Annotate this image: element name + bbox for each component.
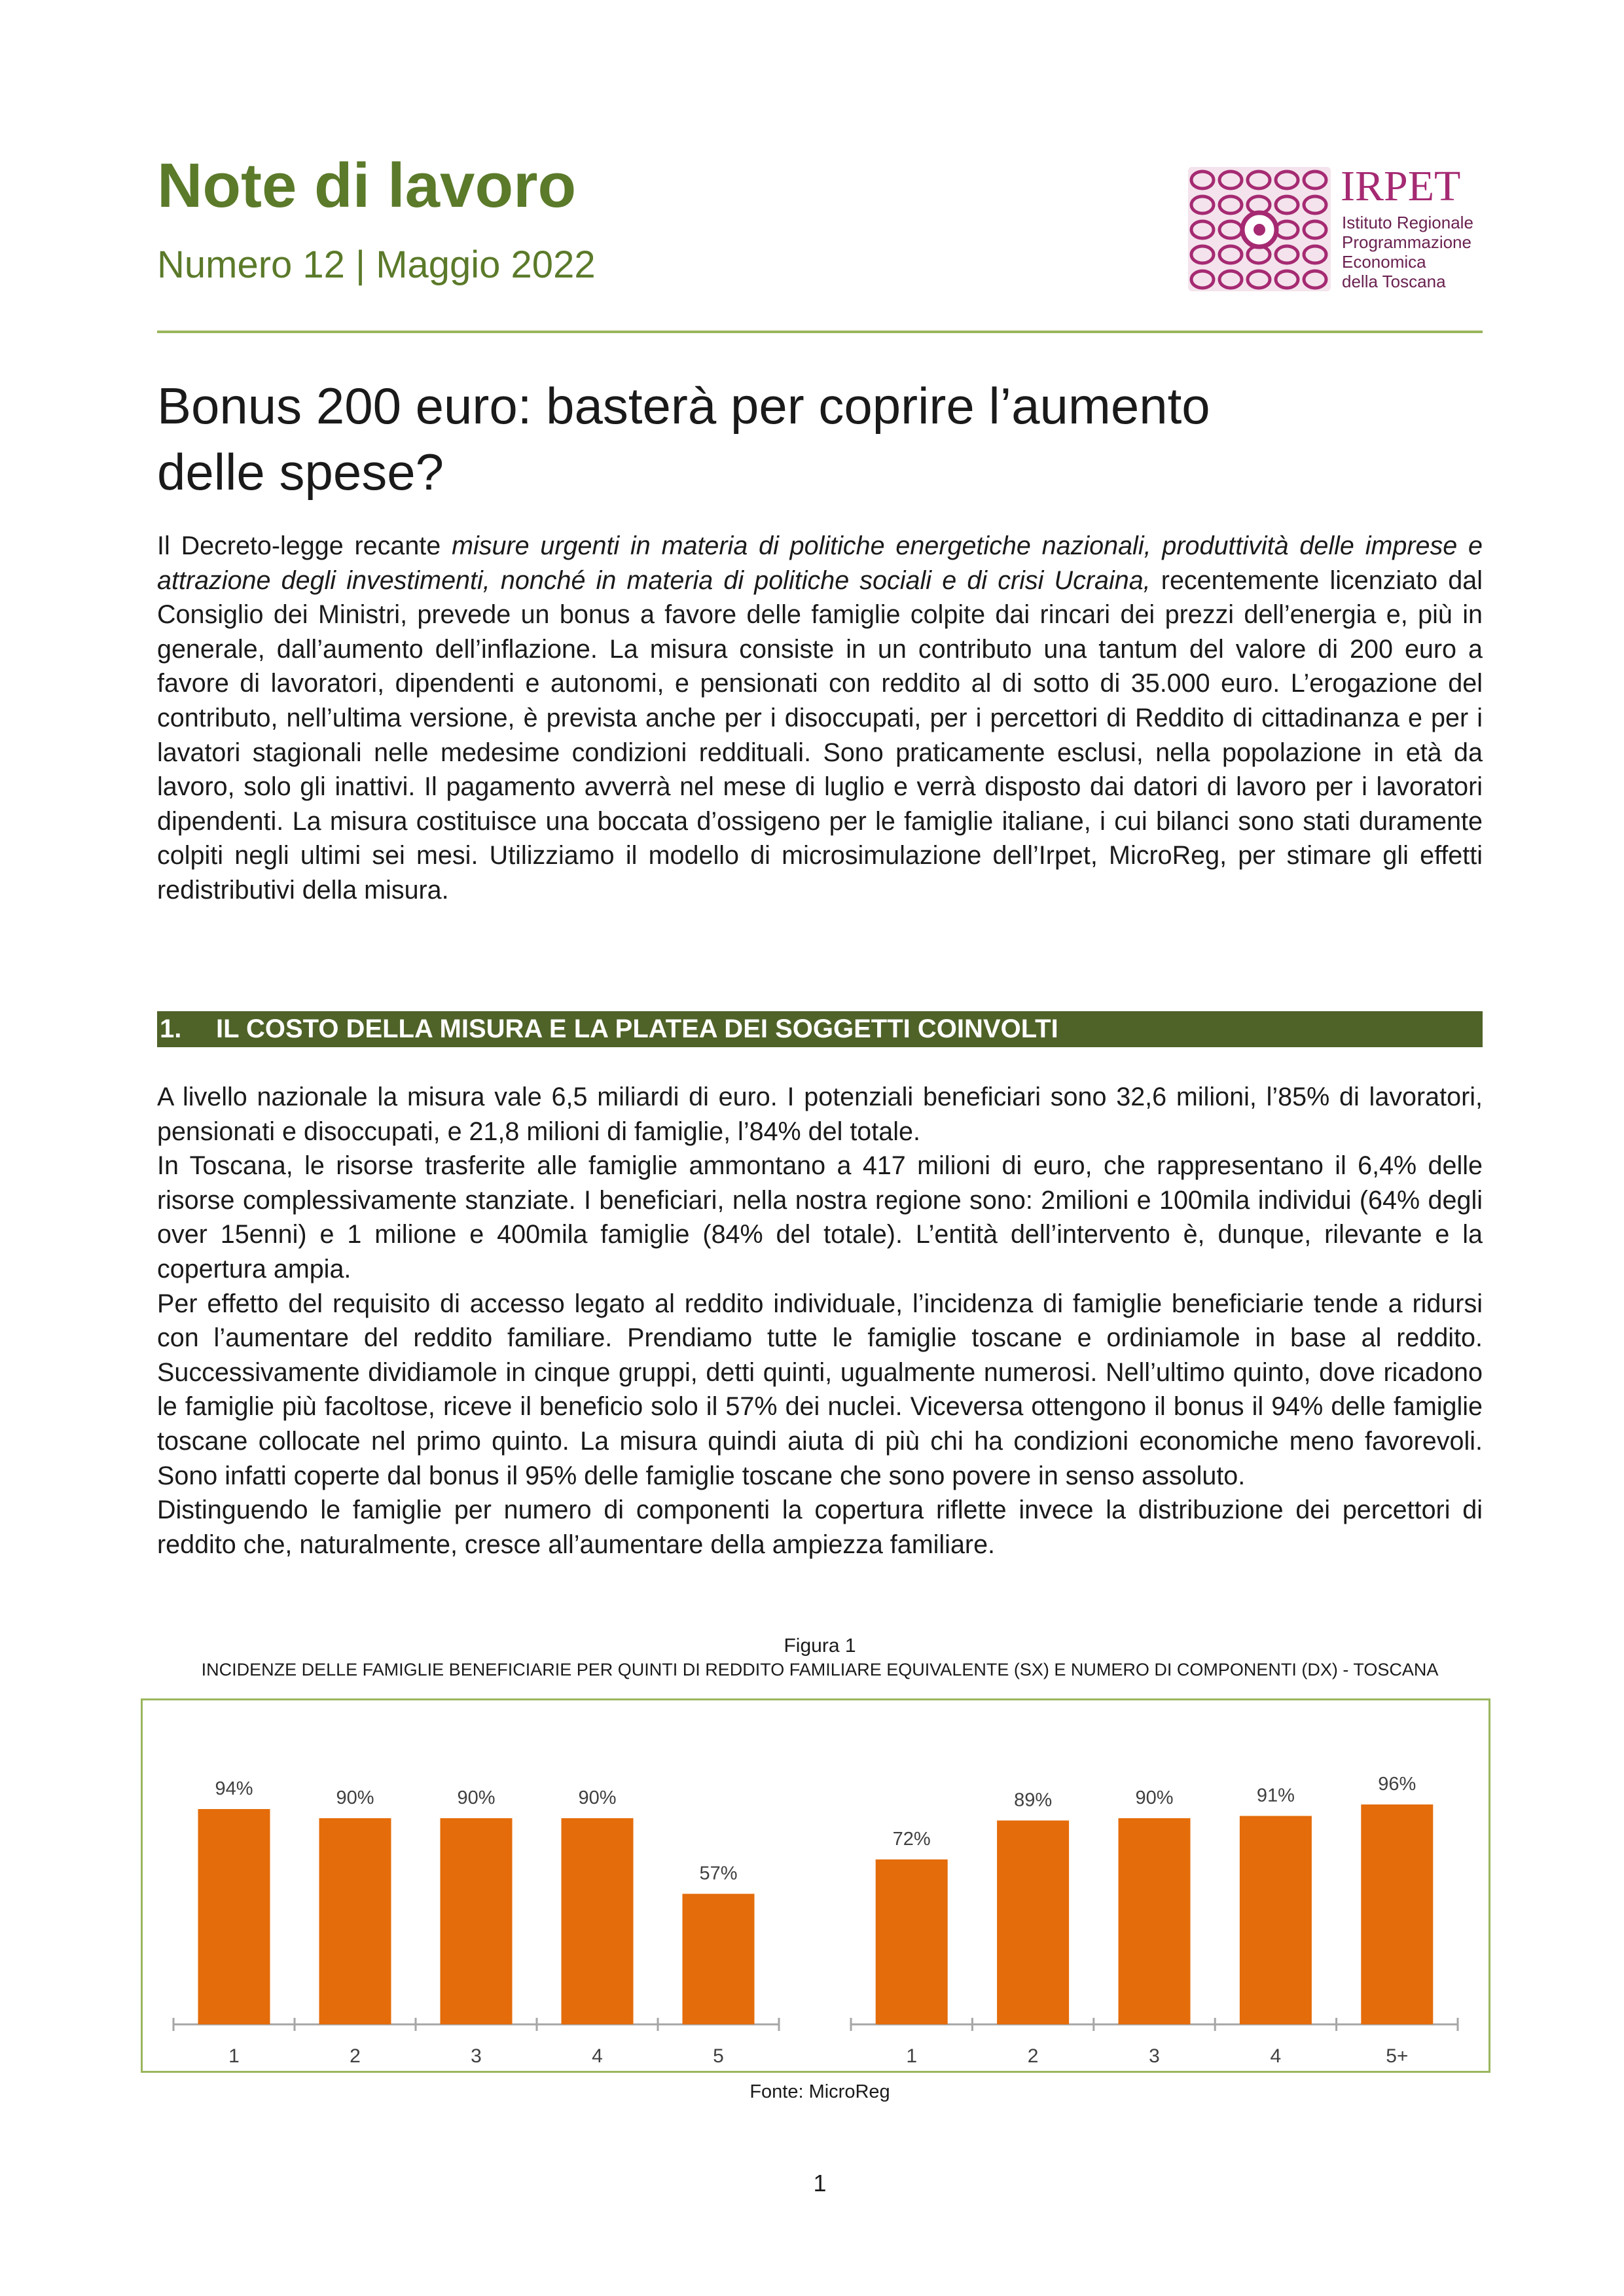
chart-bar	[562, 1818, 634, 2024]
body-paragraph: A livello nazionale la misura vale 6,5 miliardi di euro. I potenziali beneficiari sono 32,6 milioni, l’85% di lavoratori, pensionati e disoccupati, e 21,8 milioni di famiglie, l’84% del totale.	[157, 1083, 1483, 1146]
data-label: 89%	[1014, 1789, 1053, 1811]
category-label: 3	[471, 2045, 482, 2067]
data-label: 90%	[336, 1787, 374, 1808]
intro-lead: Il Decreto-legge recante	[157, 531, 452, 560]
chart-bar	[1361, 1804, 1433, 2024]
data-label: 57%	[699, 1863, 738, 1884]
data-label: 90%	[457, 1787, 496, 1808]
chart-bar	[683, 1894, 755, 2025]
figure-chart	[141, 1698, 1490, 2073]
category-label: 4	[592, 2045, 603, 2067]
category-label: 1	[228, 2045, 240, 2067]
data-label: 72%	[892, 1829, 931, 1850]
document-title	[157, 373, 1486, 506]
data-label: 90%	[1135, 1787, 1174, 1808]
chart-bar	[876, 1859, 948, 2024]
intro-decree-title: misure urgenti in materia di politiche energetiche nazionali, produttività delle imprese e attrazione degli investimenti, nonché in materia di politiche sociali e di crisi Ucraina,	[157, 531, 1483, 595]
figure-title: INCIDENZE DELLE FAMIGLIE BENEFICIARIE PER QUINTI DI REDDITO FAMILIARE EQUIVALENTE (SX) E NUMERO DI COMPONENTI (DX) - TOSCANA	[201, 1660, 1439, 1679]
section-number: 1.	[160, 1014, 182, 1043]
chart-bar	[319, 1818, 391, 2024]
intro-paragraph	[157, 529, 1483, 908]
logo-name: IRPET	[1341, 162, 1461, 210]
chart-bar	[441, 1818, 513, 2024]
logo-subtitle-line: Economica	[1342, 252, 1426, 272]
chart-bar	[1240, 1816, 1312, 2025]
category-label: 2	[1027, 2045, 1039, 2067]
figure-caption: Figura 1	[784, 1635, 856, 1657]
body-paragraph: Distinguendo le famiglie per numero di componenti la copertura riflette invece la distribuzione dei percettori di reddito che, naturalmente, cresce all’aumentare della ampiezza familiare.	[157, 1496, 1483, 1559]
intro-rest: recentemente licenziato dal Consiglio dei Ministri, prevede un bonus a favore delle famiglie colpite dai rincari dei prezzi dell’energia e, più in generale, dall’aumento dell’inflazione. La misura consiste in un contributo una tantum del valore di 200 euro a favore di lavoratori, dipendenti e autonomi, e pensionati con reddito al di sotto di 35.000 euro. L’erogazione del contributo, nell’ultima versione, è prevista anche per i disoccupati, per i percettori di Reddito di cittadinanza e per i lavatori stagionali nelle medesime condizioni reddituali. Sono praticamente esclusi, nella popolazione in età da lavoro, solo gli inattivi. Il pagamento avverrà nel mese di luglio e verrà disposto dai datori di lavoro per i lavoratori dipendenti. La misura costituisce una boccata d’ossigeno per le famiglie italiane, i cui bilanci sono stati duramente colpiti negli ultimi sei mesi. Utilizziamo il modello di microsimulazione dell’Irpet, MicroReg, per stimare gli effetti redistributivi della misura.	[157, 565, 1483, 905]
category-label: 3	[1149, 2045, 1160, 2067]
chart-bar	[1119, 1818, 1191, 2024]
header-divider	[157, 331, 1483, 333]
category-label: 5	[713, 2045, 724, 2067]
section-heading	[157, 1011, 1483, 1047]
body-paragraph: Per effetto del requisito di accesso legato al reddito individuale, l’incidenza di famiglie beneficiarie tende a ridursi con l’aumentare del reddito familiare. Prendiamo tutte le famiglie toscane e ordiniamole in base al reddito. Successivamente dividiamole in cinque gruppi, detti quinti, ugualmente numerosi. Nell’ultimo quinto, dove ricadono le famiglie più facoltose, riceve il beneficio solo il 57% dei nuclei. Viceversa ottengono il bonus il 94% delle famiglie toscane collocate nel primo quinto. La misura quindi aiuta di più chi ha condizioni economiche meno favorevoli. Sono infatti coperte dal bonus il 95% delle famiglie toscane che sono povere in senso assoluto.	[157, 1289, 1483, 1490]
data-label: 96%	[1378, 1774, 1416, 1795]
title-line-2: delle spese?	[157, 443, 444, 501]
figure-source: Fonte: MicroReg	[749, 2081, 890, 2102]
issue-line: Numero 12 | Maggio 2022	[157, 243, 596, 286]
category-label: 4	[1270, 2045, 1282, 2067]
chart-bar	[198, 1809, 270, 2024]
page-number: 1	[813, 2170, 827, 2197]
title-line-1: Bonus 200 euro: basterà per coprire l’aumento	[157, 377, 1210, 435]
data-label: 90%	[578, 1787, 617, 1808]
data-label: 91%	[1256, 1785, 1295, 1806]
section-title: IL COSTO DELLA MISURA E LA PLATEA DEI SOGGETTI COINVOLTI	[216, 1014, 1058, 1043]
category-label: 1	[906, 2045, 918, 2067]
body-text	[157, 1080, 1483, 1562]
body-paragraph: In Toscana, le risorse trasferite alle famiglie ammontano a 417 milioni di euro, che rappresentano il 6,4% delle risorse complessivamente stanziate. I beneficiari, nella nostra regione sono: 2milioni e 100mila individui (64% degli over 15enni) e 1 milione e 400mila famiglie (84% del totale). L’entità dell’intervento è, dunque, rilevante e la copertura ampia.	[157, 1151, 1483, 1283]
logo-subtitle-line: Istituto Regionale	[1342, 213, 1473, 232]
data-label: 94%	[215, 1778, 253, 1799]
category-label: 2	[350, 2045, 361, 2067]
category-label: 5+	[1386, 2045, 1409, 2067]
series-title: Note di lavoro	[157, 151, 577, 221]
chart-bar	[997, 1821, 1069, 2025]
logo-subtitle-line: Programmazione	[1342, 232, 1471, 252]
logo-subtitle-line: della Toscana	[1342, 272, 1446, 291]
